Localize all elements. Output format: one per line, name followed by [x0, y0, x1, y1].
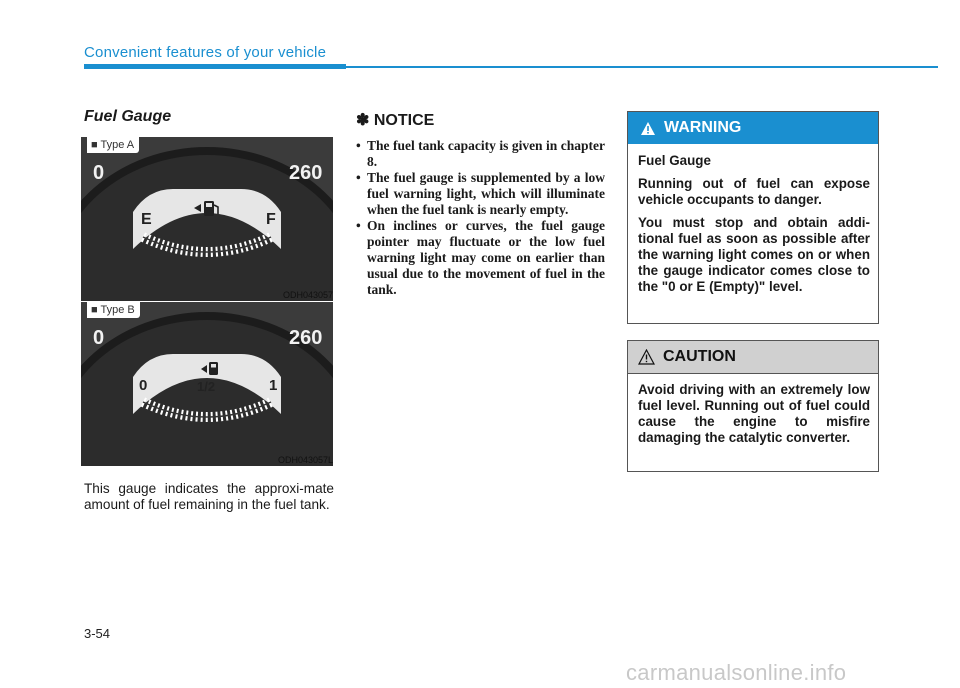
- warning-triangle-icon: [640, 121, 656, 136]
- notice-item: • The fuel tank capacity is given in chapter 8.: [356, 138, 605, 170]
- gauge-a-left-number: 0: [93, 162, 105, 184]
- warning-subtitle: Fuel Gauge: [638, 153, 711, 168]
- gauge-b-mark-half: 1/2: [197, 379, 216, 394]
- gauge-description: This gauge indicates the approxi-mate amount of fuel remaining in the fuel tank.: [84, 481, 334, 512]
- gauge-b-image-code: ODH043057L: [277, 455, 333, 465]
- notice-list: [356, 138, 605, 298]
- gauge-image-type-b: [81, 302, 333, 466]
- gauge-a-type-label: ■ Type A: [87, 137, 139, 153]
- warning-header: [628, 112, 878, 144]
- gauge-b-mark-0: 0: [139, 377, 148, 394]
- notice-item: • The fuel gauge is supplemented by a low fuel warning light, which will illuminate when the fuel tank is nearly empty.: [356, 170, 605, 218]
- header-rule: [346, 66, 938, 68]
- gauge-a-image-code: ODH043057: [282, 290, 333, 300]
- caution-box: [627, 340, 879, 472]
- fuel-gauge-b-illustration: [81, 302, 333, 466]
- warning-box: [627, 111, 879, 324]
- gauge-a-mark-e: E: [141, 211, 152, 228]
- caution-body: Avoid driving with an extremely low fuel level. Running out of fuel could cause the engine to misfire damaging the catalytic converter.: [638, 382, 870, 445]
- gauge-b-right-number: 260: [289, 327, 323, 349]
- header-rule-accent: [84, 64, 346, 69]
- caution-triangle-icon: [638, 349, 655, 365]
- caution-header: [628, 341, 878, 374]
- gauge-b-left-number: 0: [93, 327, 105, 349]
- chapter-title: Convenient features of your vehicle: [84, 44, 327, 61]
- fuel-gauge-a-illustration: [81, 137, 333, 301]
- warning-body: [628, 144, 878, 295]
- warning-paragraph: Running out of fuel can expose vehicle occupants to danger.: [638, 176, 870, 207]
- gauge-a-mark-f: F: [266, 211, 276, 228]
- gauge-a-right-number: 260: [289, 162, 323, 184]
- gauge-b-mark-1: 1: [269, 377, 278, 394]
- section-title: Fuel Gauge: [84, 108, 172, 125]
- gauge-image-type-a: [81, 137, 333, 301]
- warning-title: WARNING: [664, 119, 742, 136]
- page-number: 3-54: [84, 626, 111, 641]
- caution-title: CAUTION: [663, 348, 736, 365]
- warning-paragraph: You must stop and obtain addi-tional fuel as soon as possible after the warning light comes on or when the gauge indicator comes close to the "0 or E (Empty)" level.: [638, 215, 870, 294]
- watermark: carmanualsonline.info: [626, 660, 847, 685]
- gauge-b-type-label: ■ Type B: [87, 302, 140, 318]
- notice-item: • On inclines or curves, the fuel gauge pointer may fluctuate or the low fuel warning light may come on earlier than usual due to the movement of fuel in the tank.: [356, 218, 605, 298]
- notice-heading: ✽ NOTICE: [356, 112, 435, 129]
